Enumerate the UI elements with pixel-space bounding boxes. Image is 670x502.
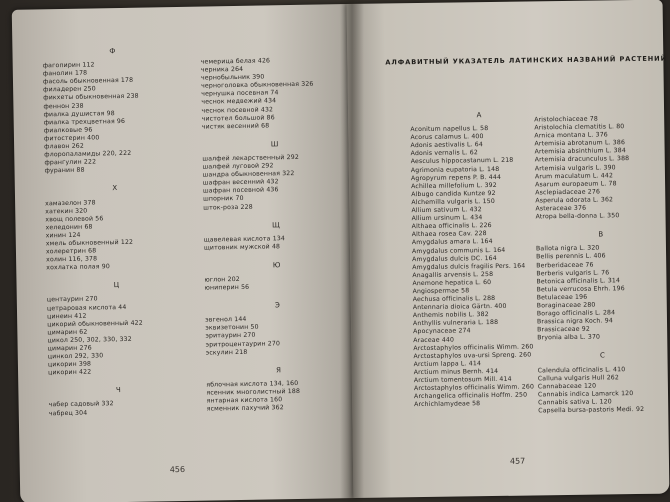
index-entry: Althaea rosea Cav. 228 xyxy=(411,230,487,239)
index-entry: Brassica nigra Koch. 94 xyxy=(536,317,613,326)
section-letter: B xyxy=(598,230,604,239)
index-entry: Bellis perennis L. 406 xyxy=(536,252,606,261)
index-entry: феннон 238 xyxy=(43,102,84,110)
left-column-1 xyxy=(42,46,188,418)
index-entry: Adonis aestivalis L. 64 xyxy=(410,141,484,150)
index-entry: Berberidaceae 76 xyxy=(536,261,594,269)
left-page-number: 456 xyxy=(169,464,186,475)
index-entry: чеснок посевной 432 xyxy=(201,105,274,115)
index-entry: Arctostaphylos uva-ursi Spreng. 260 xyxy=(413,351,532,360)
index-entry: Cannabaceae 120 xyxy=(537,382,597,391)
index-entry: цикол 250, 302, 330, 332 xyxy=(47,335,132,345)
section-letter: Щ xyxy=(272,220,281,229)
index-entry: шпорник 70 xyxy=(203,195,244,203)
index-entry: Betula verrucosa Ehrh. 196 xyxy=(536,284,625,294)
index-entry: франгулин 222 xyxy=(44,158,97,167)
index-entry: щавелевая кислота 134 xyxy=(203,234,286,244)
index-entry: фиалка трехцветная 96 xyxy=(43,117,126,127)
index-entry: Asperula odorata L. 362 xyxy=(535,196,614,205)
right-column-2 xyxy=(534,115,668,416)
index-entry: фитостерин 400 xyxy=(43,134,100,143)
index-entry: Agrimonia eupatoria L. 148 xyxy=(410,165,500,174)
section-letter: C xyxy=(599,351,606,360)
index-entry: Arctium lappa L. 414 xyxy=(413,359,482,368)
index-entry: чернобыльник 390 xyxy=(200,73,265,82)
index-entry: Betulaceae 196 xyxy=(536,293,588,302)
index-entry: цетраровая кислота 44 xyxy=(46,303,127,312)
index-entry: хмель обыкновенный 122 xyxy=(45,238,134,248)
index-entry: фуранин 88 xyxy=(44,166,85,175)
index-entry: центаурин 270 xyxy=(46,295,98,304)
index-entry: Anagallis arvensis L. 258 xyxy=(412,270,494,279)
index-entry: Berberis vulgaris L. 76 xyxy=(536,268,610,277)
index-entry: холеретрин 68 xyxy=(45,247,97,256)
index-title: АЛФАВИТНЫЙ УКАЗАТЕЛЬ ЛАТИНСКИХ НАЗВАНИЙ РАСТЕНИЙ xyxy=(385,54,668,67)
index-entry: Artemisia abrotanum L. 386 xyxy=(534,139,626,148)
section-letter: Ю xyxy=(272,261,281,270)
index-entry: шафран посевной 436 xyxy=(202,186,279,195)
index-entry: филадерен 250 xyxy=(43,85,96,94)
index-entry: Arnica montana L. 376 xyxy=(534,131,608,140)
index-entry: хатекин 320 xyxy=(45,207,88,215)
index-entry: шалфей луговой 292 xyxy=(202,162,274,171)
index-entry: Araceae 440 xyxy=(413,336,455,344)
index-entry: янтарная кислота 160 xyxy=(206,396,283,405)
index-entry: чеснок медвежий 434 xyxy=(201,97,277,107)
index-entry: фикхеты обыкновенная 238 xyxy=(43,93,139,102)
right-page-number: 457 xyxy=(509,456,526,466)
index-entry: холин 116, 378 xyxy=(46,255,98,264)
index-entry: Antennaria dioica Gärtn. 400 xyxy=(412,302,507,312)
index-entry: Adonis vernalis L. 62 xyxy=(410,149,479,158)
index-entry: фанолин 178 xyxy=(42,69,88,78)
index-entry: цимарин 62 xyxy=(47,328,88,337)
index-entry: Brassicaceae 92 xyxy=(537,325,591,334)
index-entry: Arctium minus Bernh. 414 xyxy=(413,367,499,377)
index-entry: Arctostaphylos officinalis Wimm. 260 xyxy=(413,343,534,352)
index-entry: ясменник пахучий 362 xyxy=(206,404,284,413)
index-entry: Bryonia alba L. 370 xyxy=(537,333,601,342)
index-entry: Aesculus hippocastanum L. 218 xyxy=(410,157,514,166)
section-letter: Ф xyxy=(109,47,116,56)
index-entry: юниперин 56 xyxy=(204,283,250,292)
index-entry: Achillea millefolium L. 392 xyxy=(411,181,497,190)
index-entry: Artemisia vulgaris L. 390 xyxy=(534,163,616,172)
index-entry: Aechusa officinalis L. 288 xyxy=(412,295,496,304)
index-entry: фасоль обыкновенная 178 xyxy=(42,77,134,86)
index-entry: эритроцентаурин 270 xyxy=(205,339,281,349)
index-entry: чернушка посевная 74 xyxy=(201,89,279,98)
index-entry: Arctium tomentosum Mill. 414 xyxy=(413,375,512,385)
index-entry: Allium ursinum L. 434 xyxy=(411,214,483,223)
index-entry: Angiospermae 58 xyxy=(412,287,470,296)
index-entry: эквизетонин 50 xyxy=(205,323,259,332)
section-letter: Х xyxy=(112,184,118,193)
index-entry: Asteraceae 376 xyxy=(535,204,587,213)
index-entry: хинин 124 xyxy=(45,231,81,240)
index-entry: чистотел большой 86 xyxy=(201,113,275,123)
index-entry: цинеин 412 xyxy=(47,312,87,320)
index-entry: эвгенол 144 xyxy=(205,316,247,324)
index-entry: Cannabis indica Lamarck 120 xyxy=(537,389,634,399)
index-entry: Amygdalus dulcis DC. 164 xyxy=(412,254,497,263)
index-entry: Aristolochiaceae 78 xyxy=(534,115,599,124)
index-entry: Arum maculatum L. 442 xyxy=(534,171,614,181)
index-entry: Betonica officinalis L. 314 xyxy=(536,276,621,286)
index-entry: Anthyllis vulneraria L. 188 xyxy=(412,319,499,328)
index-entry: чабрец 304 xyxy=(48,409,88,417)
index-entry: Aconitum napellus L. 58 xyxy=(410,125,489,134)
index-entry: цинкол 292, 330 xyxy=(47,352,104,361)
index-entry: шалфей лекарственный 292 xyxy=(202,153,299,163)
left-page xyxy=(12,4,357,502)
index-entry: Borago officinalis L. 284 xyxy=(536,309,616,318)
index-entry: Amygdalus communis L. 164 xyxy=(411,246,506,255)
index-entry: Albugo candida Kuntze 92 xyxy=(411,189,496,198)
index-entry: хохлатка полая 90 xyxy=(46,263,110,272)
index-entry: шток-роза 228 xyxy=(203,203,253,212)
left-column-2 xyxy=(201,56,352,414)
index-entry: Acorus calamus L. 400 xyxy=(410,133,484,142)
section-letter: A xyxy=(476,111,482,120)
index-entry: Apocynaceae 274 xyxy=(413,327,471,336)
index-entry: щитовник мужской 48 xyxy=(203,243,281,252)
index-entry: черника 264 xyxy=(200,65,244,74)
index-entry: цикорий обыкновенный 422 xyxy=(47,319,143,329)
right-page xyxy=(347,0,670,498)
index-entry: фиалковые 96 xyxy=(43,126,93,135)
index-entry: черноголовка обыкновенная 326 xyxy=(201,80,314,90)
index-entry: Alchemilla vulgaris L. 150 xyxy=(411,197,495,207)
index-entry: флавон 262 xyxy=(44,142,84,151)
index-entry: фагопирин 112 xyxy=(42,61,95,70)
index-entry: цикорин 422 xyxy=(48,368,92,377)
section-letter: Ш xyxy=(270,140,279,149)
index-entry: Amygdalus amara L. 164 xyxy=(411,238,493,247)
index-entry: цикорин 398 xyxy=(47,360,92,369)
section-letter: Э xyxy=(274,301,281,310)
index-entry: Agropyrum repens P. B. 444 xyxy=(410,173,502,182)
index-entry: шафран весенний 432 xyxy=(202,178,279,187)
index-entry: Atropa bella-donna L. 350 xyxy=(535,212,620,221)
index-entry: Arctostaphylos officinalis Wimm. 260 xyxy=(413,383,535,393)
index-entry: Archangelica officinalis Hoffm. 250 xyxy=(413,391,528,401)
index-entry: цимарин 276 xyxy=(47,344,92,353)
index-entry: чистяк весенний 68 xyxy=(201,122,270,131)
index-entry: эритаурин 270 xyxy=(205,332,256,341)
index-entry: фиалка душистая 98 xyxy=(43,109,115,119)
index-entry: флоропаламиды 220, 222 xyxy=(44,149,132,159)
index-entry: Asarum europaeum L. 78 xyxy=(535,180,617,189)
index-entry: Aristolochia clematitis L. 80 xyxy=(534,123,625,132)
index-entry: хамазелон 378 xyxy=(45,198,96,207)
index-entry: Althaea officinalis L. 226 xyxy=(411,222,492,231)
index-entry: юглон 202 xyxy=(204,275,240,284)
index-entry: Capsella bursa-pastoris Medi. 92 xyxy=(538,405,645,415)
index-entry: Asclepiadaceae 276 xyxy=(535,188,601,197)
index-entry: чабер садовый 332 xyxy=(48,400,114,409)
index-entry: шандра обыкновенная 322 xyxy=(202,170,295,179)
index-entry: Calluna vulgaris Hull 262 xyxy=(537,373,620,383)
index-entry: Artemisia absinthium L. 384 xyxy=(534,147,626,156)
index-entry: хвощ полевой 56 xyxy=(45,215,104,224)
index-entry: Anthemis nobilis L. 382 xyxy=(412,311,489,320)
index-entry: Allium sativum L. 432 xyxy=(411,206,482,215)
index-entry: Amygdalus dulcis fragilis Pers. 164 xyxy=(412,262,526,271)
index-entry: хеледонин 68 xyxy=(45,223,93,232)
index-entry: Artemisia dracunculus L. 388 xyxy=(534,155,630,164)
section-letter: Я xyxy=(275,365,282,375)
section-letter: Ц xyxy=(113,281,120,290)
index-entry: Cannabis sativa L. 120 xyxy=(538,398,612,407)
index-entry: Calendula officinalis L. 410 xyxy=(537,365,626,374)
index-entry: Ballota nigra L. 320 xyxy=(535,244,600,253)
index-entry: эскулин 218 xyxy=(205,348,248,357)
index-entry: Anemone hepatica L. 60 xyxy=(412,278,492,288)
right-column-1 xyxy=(410,110,552,409)
index-entry: чемерица белая 426 xyxy=(200,57,271,66)
section-letter: Ч xyxy=(115,386,121,395)
index-entry: яблочная кислота 134, 160 xyxy=(206,379,299,389)
index-entry: ясенник многолистный 188 xyxy=(206,387,301,397)
index-entry: Archichlamydeae 58 xyxy=(414,400,481,409)
index-entry: Boraginaceae 280 xyxy=(536,301,596,310)
